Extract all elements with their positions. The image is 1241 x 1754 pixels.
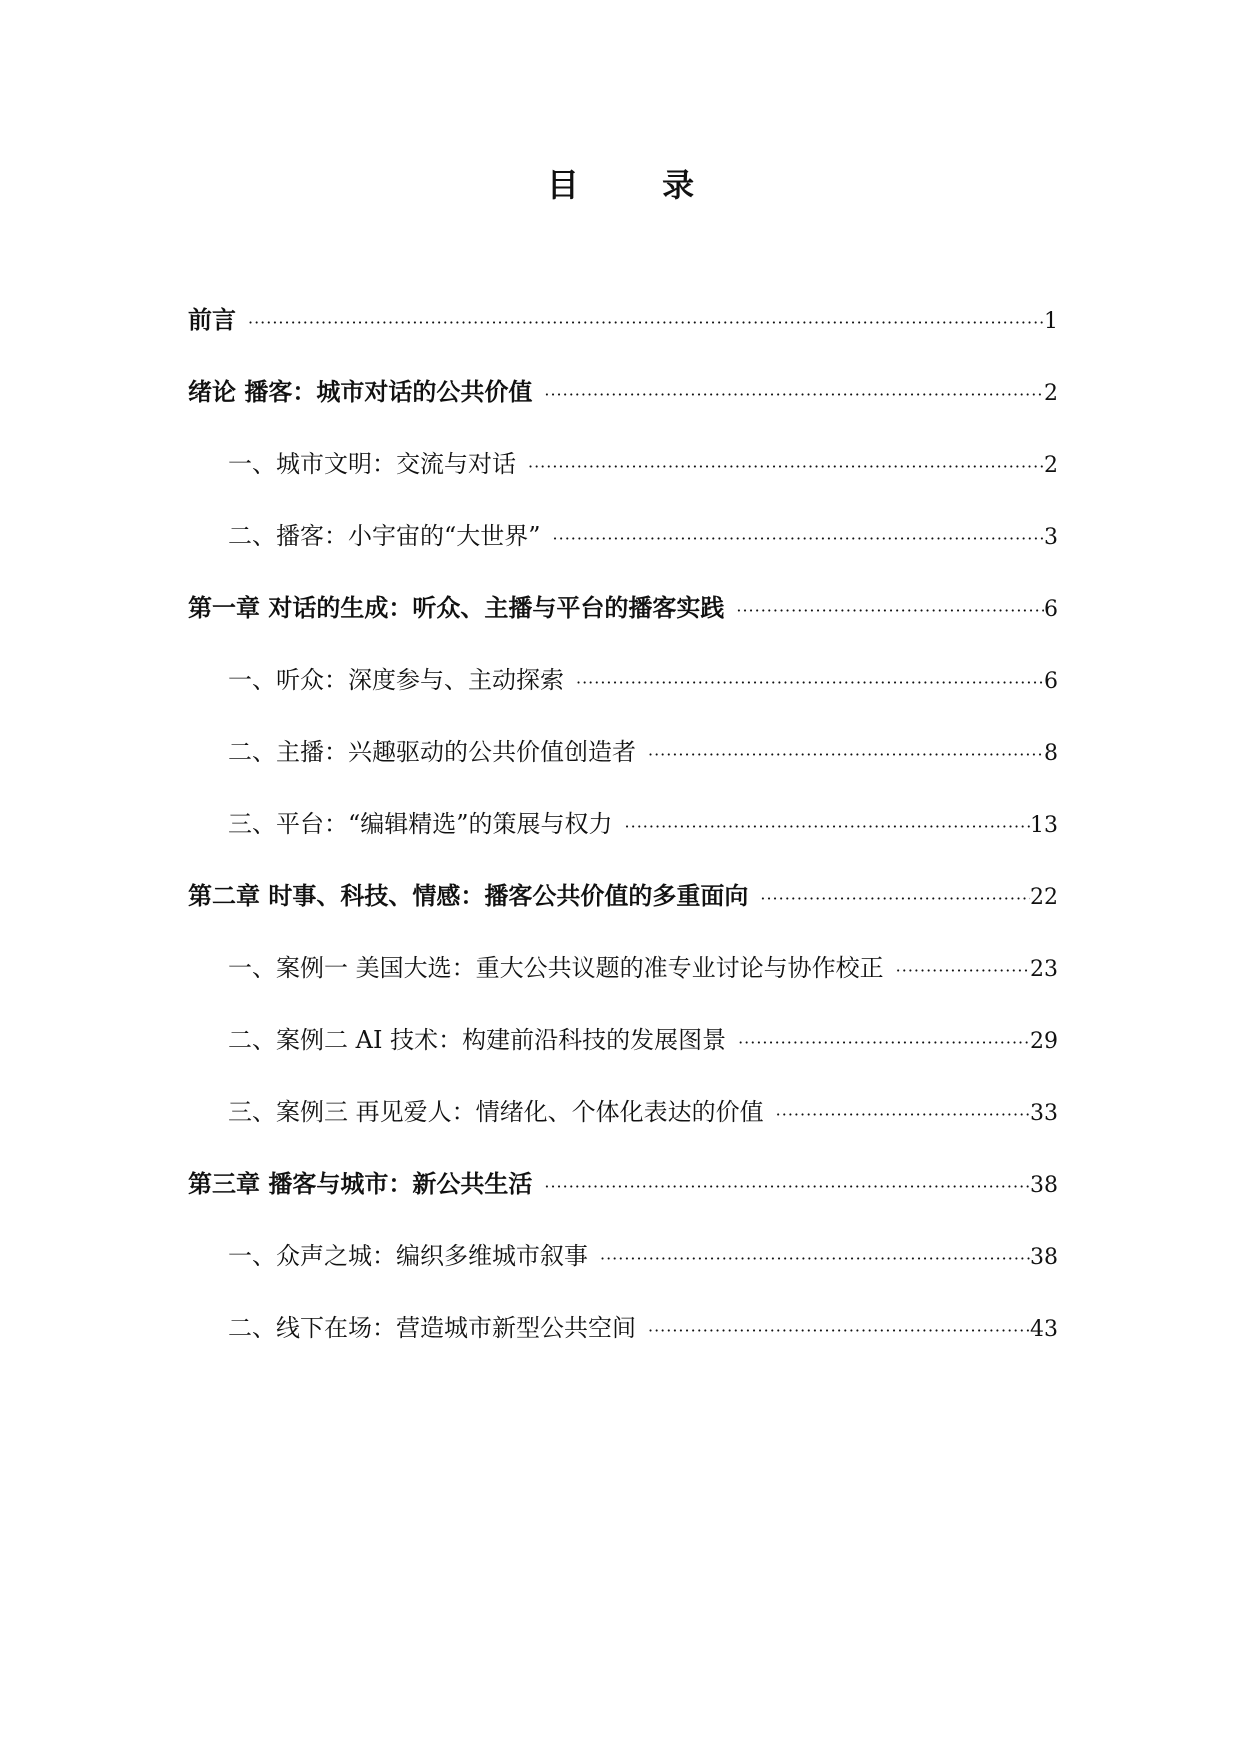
toc-page-number: 23 — [1030, 957, 1058, 982]
toc-entry-section[interactable] — [188, 804, 1058, 876]
toc-page-number: 38 — [1030, 1173, 1058, 1198]
toc-entry-section[interactable] — [188, 1092, 1058, 1164]
toc-page-number: 8 — [1044, 741, 1058, 766]
table-of-contents — [188, 300, 1058, 1380]
toc-entry-label: 三、平台：“编辑精选”的策展与权力 — [228, 810, 613, 838]
toc-page-number: 13 — [1030, 813, 1058, 838]
toc-entry-label: 一、城市文明：交流与对话 — [228, 450, 516, 478]
toc-entry-label: 二、播客：小宇宙的“大世界” — [228, 522, 541, 550]
toc-entry-label: 一、案例一 美国大选：重大公共议题的准专业讨论与协作校正 — [228, 954, 884, 982]
toc-entry-section[interactable] — [188, 1308, 1058, 1380]
dot-leader — [528, 457, 1044, 476]
toc-entry-label: 一、众声之城：编织多维城市叙事 — [228, 1242, 588, 1270]
toc-entry-label: 二、线下在场：营造城市新型公共空间 — [228, 1314, 636, 1342]
dot-leader — [544, 1177, 1030, 1196]
dot-leader — [544, 385, 1044, 404]
dot-leader — [776, 1105, 1030, 1124]
toc-entry-label: 前言 — [188, 305, 236, 334]
toc-entry-chapter[interactable] — [188, 300, 1058, 372]
toc-entry-section[interactable] — [188, 948, 1058, 1020]
toc-page-number: 33 — [1030, 1101, 1058, 1126]
toc-page-number: 22 — [1030, 885, 1058, 910]
toc-entry-label: 一、听众：深度参与、主动探索 — [228, 666, 564, 694]
toc-page-number: 2 — [1044, 381, 1058, 406]
dot-leader — [248, 313, 1044, 332]
dot-leader — [736, 601, 1044, 620]
toc-page-number: 6 — [1044, 669, 1058, 694]
toc-entry-chapter[interactable] — [188, 876, 1058, 948]
toc-entry-label: 三、案例三 再见爱人：情绪化、个体化表达的价值 — [228, 1098, 764, 1126]
toc-entry-section[interactable] — [188, 516, 1058, 588]
toc-entry-section[interactable] — [188, 444, 1058, 516]
dot-leader — [576, 673, 1044, 692]
page-title: 目 录 — [546, 166, 731, 204]
dot-leader — [648, 745, 1044, 764]
toc-entry-label: 第一章 对话的生成：听众、主播与平台的播客实践 — [188, 593, 725, 622]
toc-entry-label: 第三章 播客与城市：新公共生活 — [188, 1169, 533, 1198]
dot-leader — [600, 1249, 1030, 1268]
toc-entry-section[interactable] — [188, 660, 1058, 732]
toc-entry-label: 二、案例二 AI 技术：构建前沿科技的发展图景 — [228, 1026, 727, 1054]
toc-entry-section[interactable] — [188, 732, 1058, 804]
dot-leader — [648, 1321, 1030, 1340]
toc-entry-chapter[interactable] — [188, 588, 1058, 660]
toc-entry-chapter[interactable] — [188, 372, 1058, 444]
dot-leader — [738, 1033, 1030, 1052]
toc-page-number: 38 — [1030, 1245, 1058, 1270]
toc-entry-label: 第二章 时事、科技、情感：播客公共价值的多重面向 — [188, 881, 749, 910]
toc-entry-section[interactable] — [188, 1236, 1058, 1308]
toc-entry-label: 二、主播：兴趣驱动的公共价值创造者 — [228, 738, 636, 766]
toc-entry-label: 绪论 播客：城市对话的公共价值 — [188, 377, 533, 406]
toc-page-number: 3 — [1044, 525, 1058, 550]
toc-page-number: 2 — [1044, 453, 1058, 478]
toc-page-number: 6 — [1044, 597, 1058, 622]
toc-entry-section[interactable] — [188, 1020, 1058, 1092]
toc-page-number: 1 — [1044, 309, 1058, 334]
dot-leader — [553, 529, 1044, 548]
dot-leader — [760, 889, 1030, 908]
toc-page-number: 29 — [1030, 1029, 1058, 1054]
dot-leader — [625, 817, 1030, 836]
toc-entry-chapter[interactable] — [188, 1164, 1058, 1236]
dot-leader — [896, 961, 1030, 980]
toc-page-number: 43 — [1030, 1317, 1058, 1342]
